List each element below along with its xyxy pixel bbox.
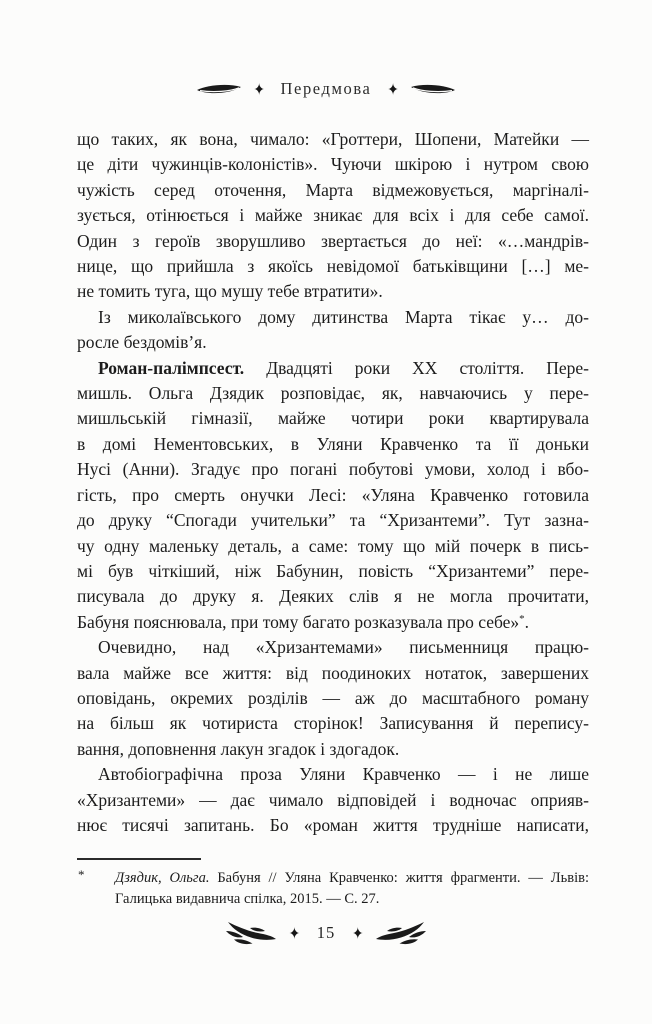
footnote-line: Галицька видавнича спілка, 2015. — С. 27. xyxy=(115,890,380,907)
text-line: мишль. Ольга Дзядик розповідає, як, навчаючись у пере- xyxy=(77,383,589,404)
text-line: росле бездомів’я. xyxy=(77,332,207,353)
text-line: нице, що прийшла з якоїсь невідомої батьківщини […] ме- xyxy=(77,256,589,277)
leaf-ornament-icon xyxy=(196,83,242,96)
text-line: «Хризантеми» — дає чимало відповідей і водночас оприяв- xyxy=(77,789,589,810)
text-line: що таких, як вона, чимало: «Гроттери, Шопени, Матейки — xyxy=(77,129,589,149)
diamond-icon: ✦ xyxy=(352,923,364,943)
footnote-reference: * xyxy=(519,612,525,625)
footnote-marker: * xyxy=(78,867,85,882)
diamond-icon: ✦ xyxy=(253,79,265,99)
page-footer xyxy=(0,919,652,947)
text-line: це діти чужинців-колоністів». Чуючи шкірою і нутром свою xyxy=(77,154,589,175)
diamond-icon: ✦ xyxy=(288,923,300,943)
text-line: не томить туга, що мушу тебе втратити». xyxy=(77,281,383,302)
text-line: в домі Нементовських, в Уляни Кравченко та її доньки xyxy=(77,433,589,454)
text-line xyxy=(77,610,589,635)
bold-lead-phrase: Роман-палімпсест. xyxy=(98,357,245,378)
text-line: зується, отінюється і майже зникає для всіх і для себе самої. xyxy=(77,205,589,226)
chapter-title: Передмова xyxy=(280,79,372,98)
text-line: оповідань, окремих розділів — аж до масштабного роману xyxy=(77,687,589,708)
text-line: вала майже все життя: від поодиноких нотаток, завершених xyxy=(77,662,589,683)
text-line: Із миколаївського дому дитинства Марта тікає у… до- xyxy=(98,306,589,327)
paragraph-5 xyxy=(77,762,589,838)
footnote-author-italic: Дзядик, Ольга. xyxy=(115,870,210,886)
paragraph-3 xyxy=(77,356,589,635)
chapter-header xyxy=(0,79,652,99)
text-run: Бабуня // Уляна Кравченко: життя фрагменти. — Львів: xyxy=(209,870,589,886)
text-line: мишльській гімназії, майже чотири роки квартирувала xyxy=(77,408,589,429)
text-line: Автобіографічна проза Уляни Кравченко — і не лише xyxy=(98,764,589,785)
text-line: чужість серед оточення, Марта відмежовується, маргіналі- xyxy=(77,179,589,200)
text-line: на більш як чотириста сторінок! Записування й перепису- xyxy=(77,713,589,734)
laurel-branch-ornament-icon xyxy=(374,919,428,947)
text-line: чу одну маленьку деталь, а саме: тому що мій почерк в пись- xyxy=(77,535,589,556)
text-line xyxy=(77,356,589,381)
text-run: . xyxy=(524,611,530,632)
footnote-line xyxy=(115,868,589,889)
paragraph-4 xyxy=(77,635,589,762)
page-number: 15 xyxy=(316,923,336,942)
text-line: мі був чіткіший, ніж Бабунин, повість “Хризантеми” пере- xyxy=(77,560,589,581)
text-line: Нусі (Анни). Згадує про погані побутові умови, холод і вбо- xyxy=(77,459,589,480)
text-line: до друку “Спогади учительки” та “Хризантеми”. Тут зазна- xyxy=(77,510,589,531)
body-text xyxy=(77,127,589,838)
laurel-branch-ornament-icon xyxy=(224,919,278,947)
footnote-text xyxy=(115,868,589,909)
footnote xyxy=(77,868,589,909)
text-line: гість, про смерть онучки Лесі: «Уляна Кравченко готовила xyxy=(77,484,589,505)
text-run: Бабуня пояснювала, при тому багато розказувала про себе» xyxy=(77,611,520,632)
text-line: вання, доповнення лакун згадок і здогадок. xyxy=(77,738,400,759)
text-line: Очевидно, над «Хризантемами» письменниця працю- xyxy=(98,637,589,658)
paragraph-1 xyxy=(77,127,589,305)
footnote-separator xyxy=(77,858,201,860)
text-line: писувала до друку я. Деяких слів я не могла прочитати, xyxy=(77,586,589,607)
diamond-icon: ✦ xyxy=(387,79,399,99)
text-run: Двадцяті роки ХХ століття. Пере- xyxy=(244,357,589,378)
text-line: нює тисячі запитань. Бо «роман життя трудніше написати, xyxy=(77,814,589,835)
text-line: Один з героїв зворушливо звертається до неї: «…мандрів- xyxy=(77,230,589,251)
leaf-ornament-icon xyxy=(410,83,456,96)
paragraph-2 xyxy=(77,305,589,356)
